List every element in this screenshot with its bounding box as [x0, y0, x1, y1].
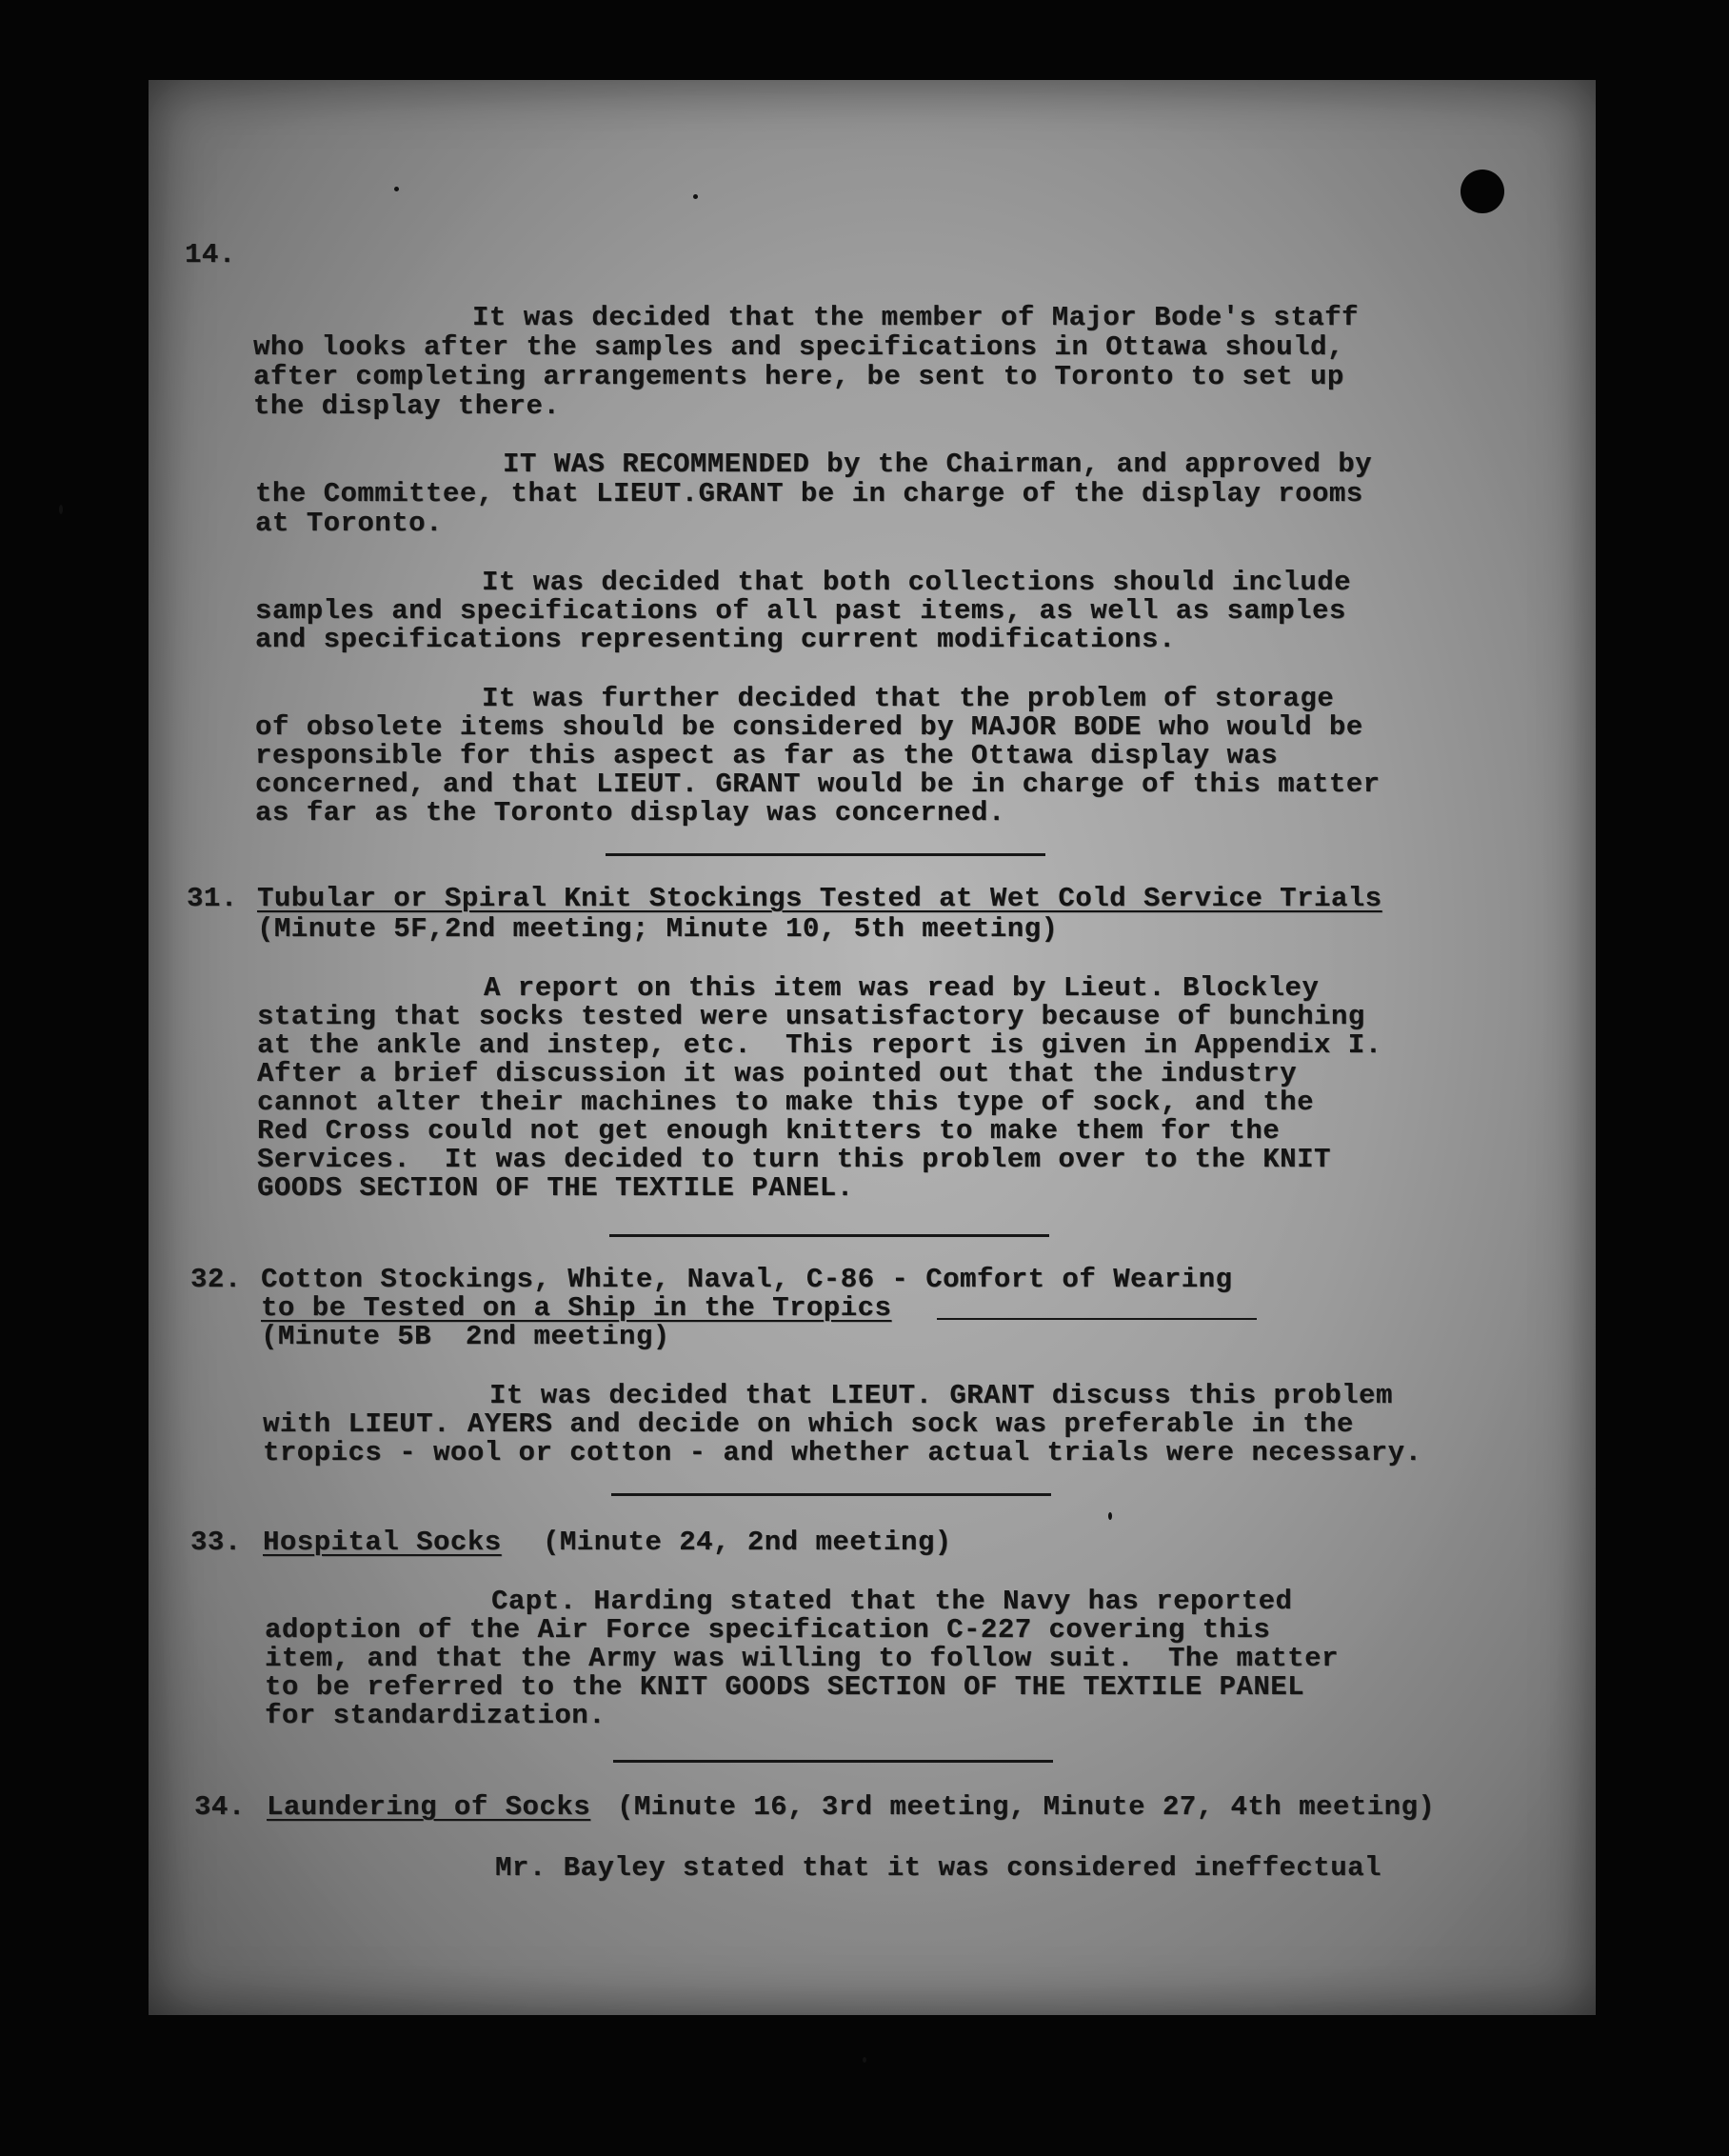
page-number: 14.: [185, 239, 236, 270]
para-line: It was decided that LIEUT. GRANT discuss this problem: [489, 1380, 1393, 1411]
para-line: Capt. Harding stated that the Navy has reported: [491, 1586, 1293, 1617]
para-line: IT WAS RECOMMENDED by the Chairman, and approved by: [503, 449, 1373, 480]
para-line: of obsolete items should be considered by MAJOR BODE who would be: [255, 711, 1363, 743]
section-divider: [609, 1234, 1049, 1237]
item-number: 34.: [194, 1791, 246, 1823]
para-line: item, and that the Army was willing to follow suit. The matter: [265, 1643, 1339, 1674]
section-divider: [613, 1760, 1053, 1763]
title-underline: [937, 1318, 1257, 1320]
para-line: who looks after the samples and specifications in Ottawa should,: [253, 331, 1344, 363]
item-title: Cotton Stockings, White, Naval, C-86 - Comfort of Wearing: [261, 1264, 1233, 1295]
para-line: after completing arrangements here, be sent to Toronto to set up: [253, 361, 1344, 392]
para-line: Red Cross could not get enough knitters to make them for the: [257, 1115, 1281, 1147]
para-line: It was decided that both collections should include: [482, 567, 1352, 598]
para-line: tropics - wool or cotton - and whether actual trials were necessary.: [263, 1437, 1422, 1468]
para-line: It was further decided that the problem of storage: [482, 683, 1335, 714]
item-reference: (Minute 16, 3rd meeting, Minute 27, 4th meeting): [617, 1791, 1436, 1823]
para-line: the Committee, that LIEUT.GRANT be in charge of the display rooms: [255, 478, 1363, 509]
para-line: with LIEUT. AYERS and decide on which sock was preferable in the: [263, 1408, 1354, 1440]
para-line: GOODS SECTION OF THE TEXTILE PANEL.: [257, 1172, 854, 1204]
para-line: It was decided that the member of Major Bode's staff: [472, 302, 1359, 333]
item-number: 31.: [187, 883, 238, 914]
item-title: Laundering of Socks: [267, 1791, 591, 1823]
para-line: concerned, and that LIEUT. GRANT would be in charge of this matter: [255, 769, 1381, 800]
section-divider: [606, 853, 1045, 856]
para-line: the display there.: [253, 390, 561, 422]
para-line: responsible for this aspect as far as the Ottawa display was: [255, 740, 1279, 771]
para-line: at the ankle and instep, etc. This report is given in Appendix I.: [257, 1029, 1382, 1061]
para-line: to be referred to the KNIT GOODS SECTION OF THE TEXTILE PANEL: [265, 1671, 1305, 1703]
section-divider: [611, 1493, 1051, 1496]
item-title: Hospital Socks: [263, 1527, 502, 1558]
item-number: 32.: [190, 1264, 242, 1295]
item-reference: (Minute 5B 2nd meeting): [261, 1321, 670, 1352]
item-reference: (Minute 5F,2nd meeting; Minute 10, 5th meeting): [257, 913, 1059, 945]
para-line: for standardization.: [265, 1700, 606, 1731]
item-number: 33.: [190, 1527, 242, 1558]
para-line: and specifications representing current modifications.: [255, 624, 1176, 655]
para-line: adoption of the Air Force specification C-227 covering this: [265, 1614, 1271, 1646]
para-line: cannot alter their machines to make this type of sock, and the: [257, 1087, 1314, 1118]
para-line: at Toronto.: [255, 508, 443, 539]
para-line: stating that socks tested were unsatisfactory because of bunching: [257, 1001, 1365, 1032]
item-title: to be Tested on a Ship in the Tropics: [261, 1292, 892, 1324]
para-line: Services. It was decided to turn this problem over to the KNIT: [257, 1144, 1331, 1175]
para-line: samples and specifications of all past items, as well as samples: [255, 595, 1346, 627]
item-title: Tubular or Spiral Knit Stockings Tested at Wet Cold Service Trials: [257, 883, 1382, 914]
item-reference: (Minute 24, 2nd meeting): [543, 1527, 952, 1558]
para-line: as far as the Toronto display was concerned.: [255, 797, 1005, 828]
para-line: After a brief discussion it was pointed out that the industry: [257, 1058, 1298, 1089]
para-line: A report on this item was read by Lieut. Blockley: [484, 972, 1320, 1004]
para-line: Mr. Bayley stated that it was considered ineffectual: [495, 1852, 1381, 1884]
